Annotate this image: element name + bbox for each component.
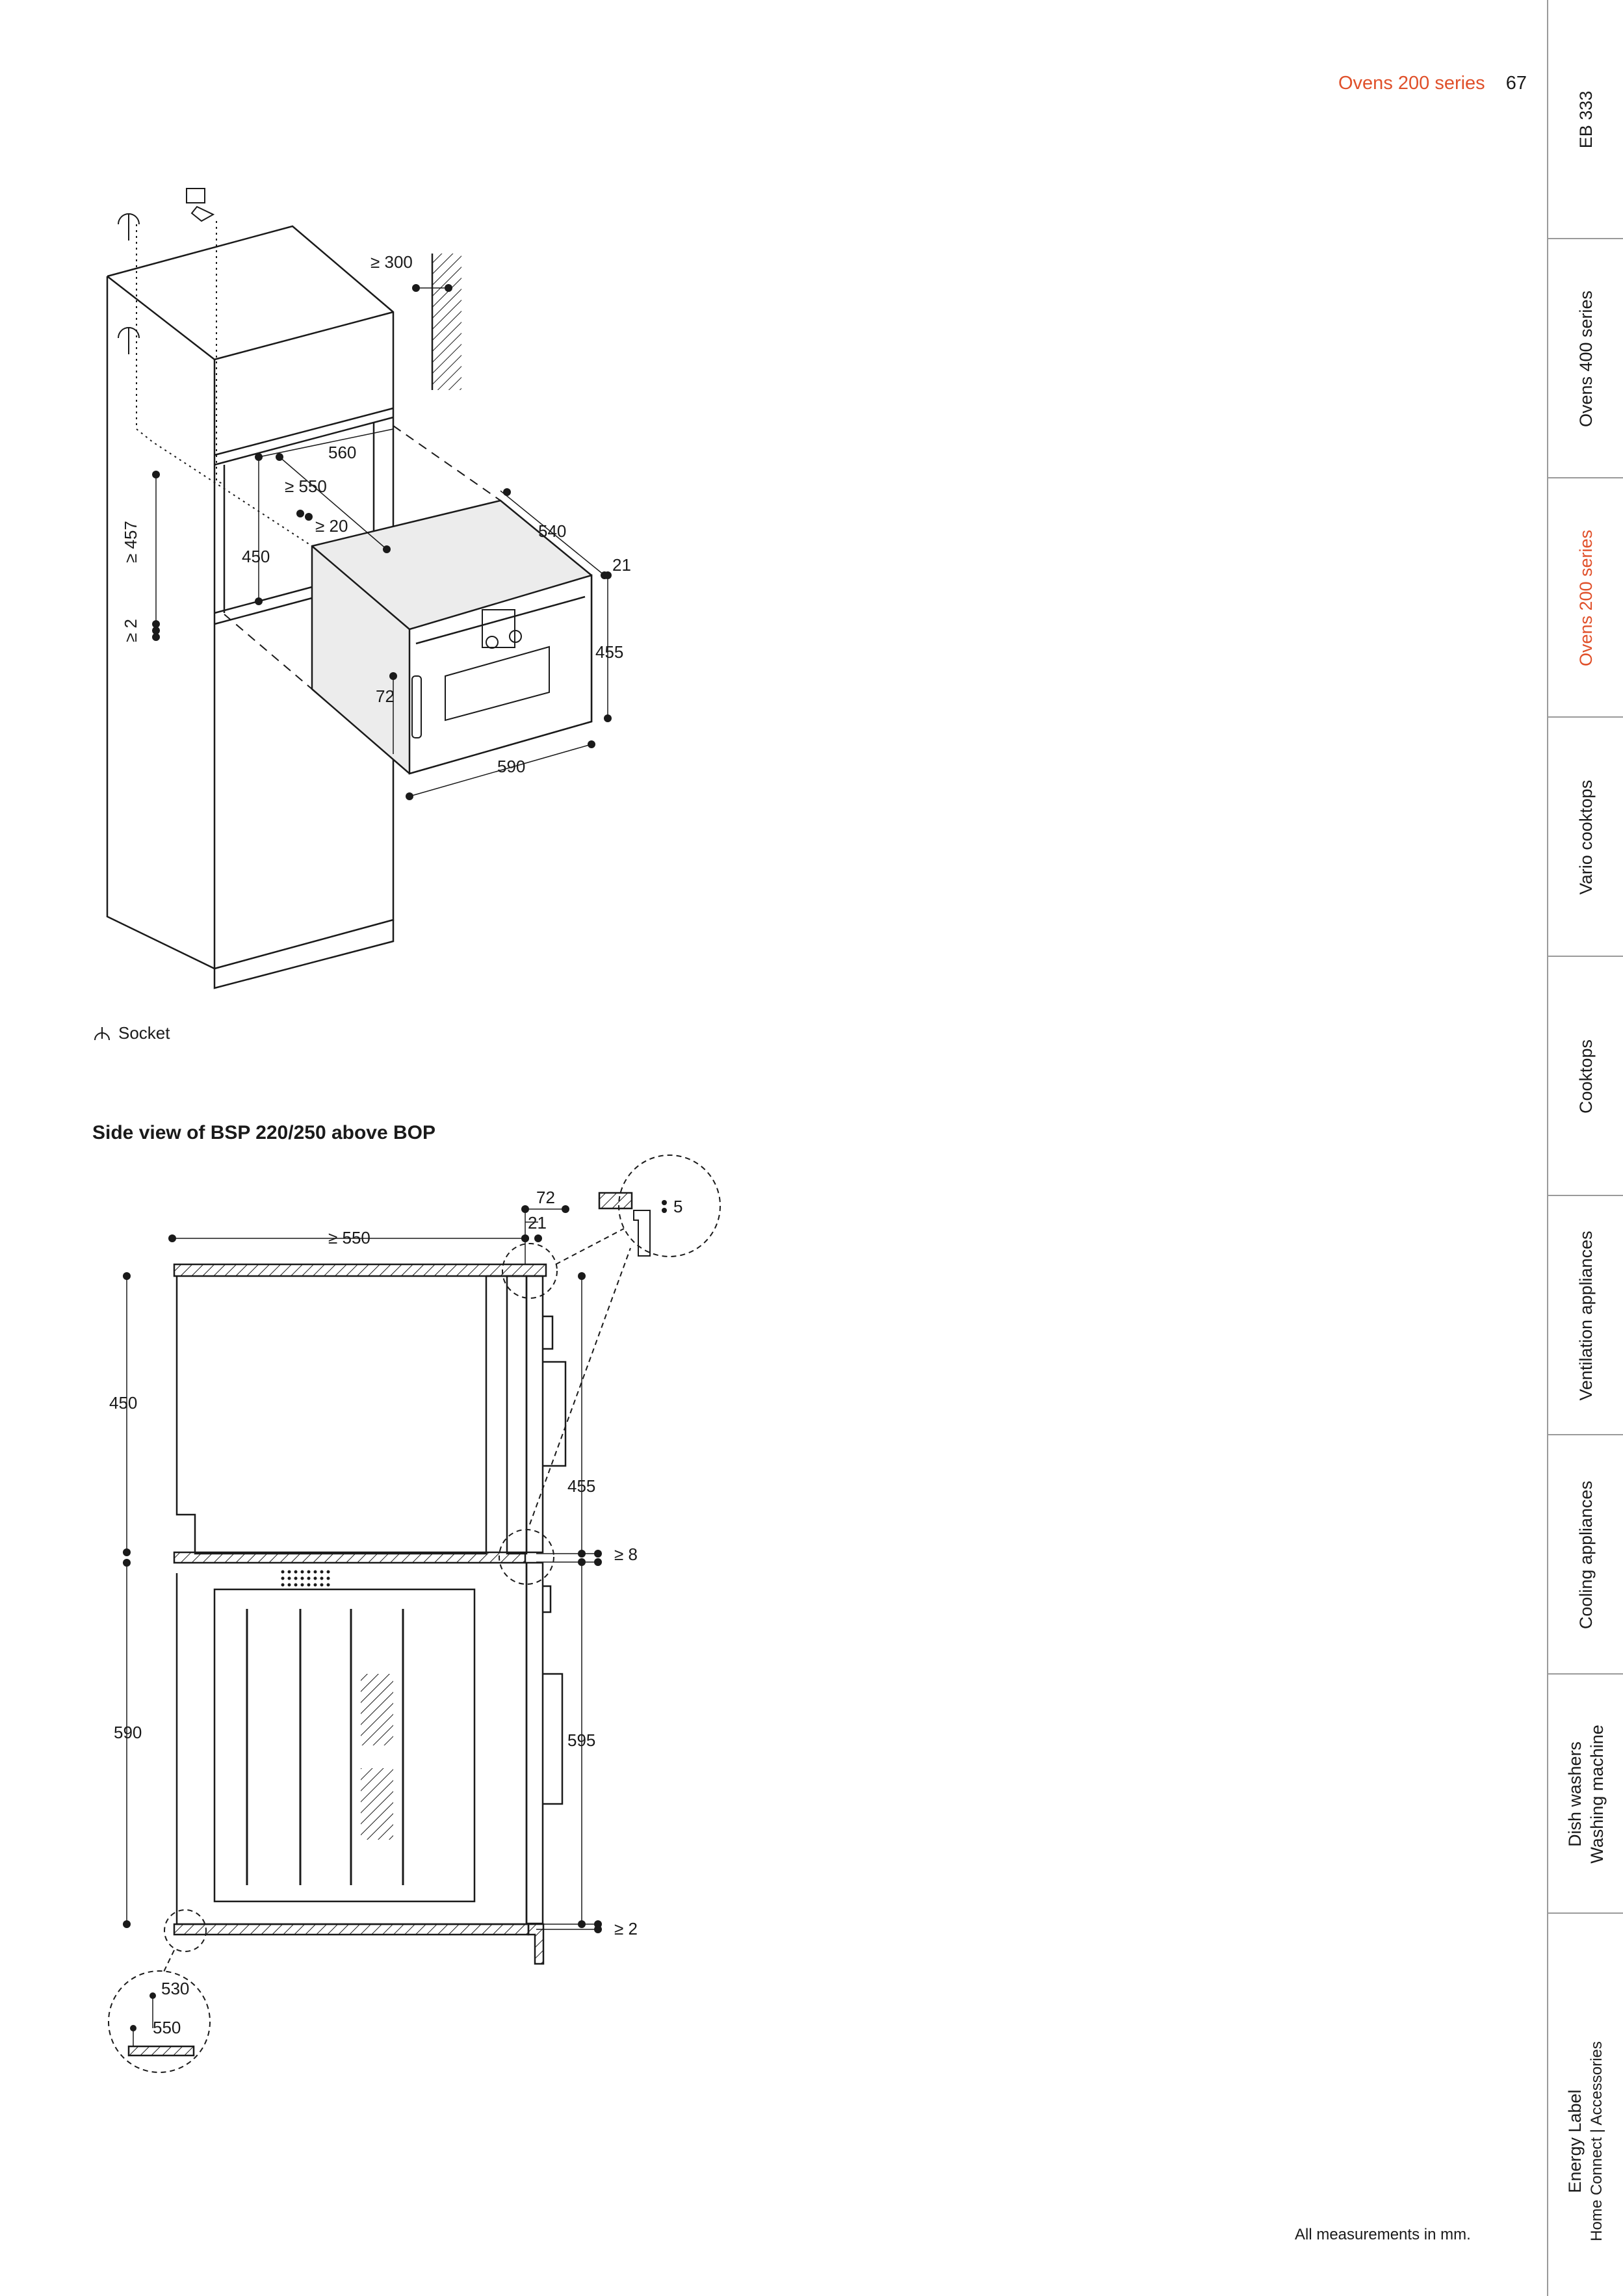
side-dim-72: 72 bbox=[536, 1188, 555, 1207]
tab-vario-cooktops[interactable] bbox=[1548, 718, 1623, 957]
measurements-note: All measurements in mm. bbox=[1295, 2226, 1471, 2243]
socket-caption bbox=[92, 1023, 170, 1043]
tab-label: Vario cooktops bbox=[1576, 779, 1596, 895]
socket-icon bbox=[92, 1024, 112, 1043]
tab-label: Ovens 200 series bbox=[1576, 529, 1596, 667]
tab-label: Cooktops bbox=[1576, 1039, 1596, 1114]
dim-540: 540 bbox=[538, 521, 567, 541]
side-dim-2: ≥ 2 bbox=[614, 1919, 638, 1938]
dim-20: ≥ 20 bbox=[315, 516, 348, 536]
tab-ovens-400-series[interactable] bbox=[1548, 239, 1623, 478]
side-dim-5: 5 bbox=[673, 1197, 683, 1216]
side-dim-455: 455 bbox=[567, 1476, 596, 1496]
side-dim-530: 530 bbox=[161, 1979, 190, 1998]
tab-cooktops[interactable] bbox=[1548, 957, 1623, 1196]
dim-550: ≥ 550 bbox=[285, 476, 327, 496]
sidebar-nav bbox=[1547, 0, 1623, 2296]
tab-label-line2: Home Connect | Accessories bbox=[1588, 2041, 1605, 2241]
tab-ovens-200-series[interactable] bbox=[1548, 478, 1623, 718]
side-view-dimensions bbox=[109, 1188, 682, 2037]
dim-590: 590 bbox=[497, 757, 526, 776]
socket-caption-label: Socket bbox=[118, 1023, 170, 1043]
page-number: 67 bbox=[1505, 73, 1527, 94]
dim-300: ≥ 300 bbox=[370, 252, 413, 272]
side-dim-550b: 550 bbox=[153, 2018, 181, 2037]
tab-label: Ovens 400 series bbox=[1576, 290, 1596, 428]
side-dim-595: 595 bbox=[567, 1730, 596, 1750]
tab-label: Energy Label bbox=[1565, 2089, 1585, 2193]
dim-72: 72 bbox=[376, 686, 395, 706]
side-dim-550: ≥ 550 bbox=[328, 1228, 370, 1247]
tab-eb-333[interactable] bbox=[1548, 0, 1623, 239]
side-dim-450: 450 bbox=[109, 1393, 138, 1413]
dim-21: 21 bbox=[612, 555, 631, 575]
tab-label: Ventilation appliances bbox=[1576, 1231, 1596, 1401]
tab-label: Dish washers bbox=[1565, 1741, 1585, 1847]
vent-dots bbox=[281, 1571, 330, 1587]
dim-457: ≥ 457 bbox=[121, 521, 140, 563]
side-dim-21: 21 bbox=[528, 1213, 547, 1233]
dim-2: ≥ 2 bbox=[121, 619, 140, 642]
tab-label: Cooling appliances bbox=[1576, 1480, 1596, 1630]
dim-560: 560 bbox=[328, 443, 357, 462]
isometric-view bbox=[107, 189, 612, 988]
tab-label: EB 333 bbox=[1576, 90, 1596, 149]
tab-cooling-appliances[interactable] bbox=[1548, 1435, 1623, 1675]
dim-450: 450 bbox=[242, 547, 270, 566]
tab-label-line2: Washing machine bbox=[1587, 1725, 1607, 1864]
tab-ventilation-appliances[interactable] bbox=[1548, 1196, 1623, 1435]
header-section-title: Ovens 200 series bbox=[1338, 73, 1485, 94]
side-view-title: Side view of BSP 220/250 above BOP bbox=[92, 1122, 436, 1143]
side-dim-8: ≥ 8 bbox=[614, 1545, 638, 1564]
dim-455: 455 bbox=[595, 642, 624, 662]
side-dim-590: 590 bbox=[114, 1723, 142, 1742]
tab-energy-label[interactable] bbox=[1548, 1987, 1623, 2296]
tab-dish-washers[interactable] bbox=[1548, 1675, 1623, 1914]
